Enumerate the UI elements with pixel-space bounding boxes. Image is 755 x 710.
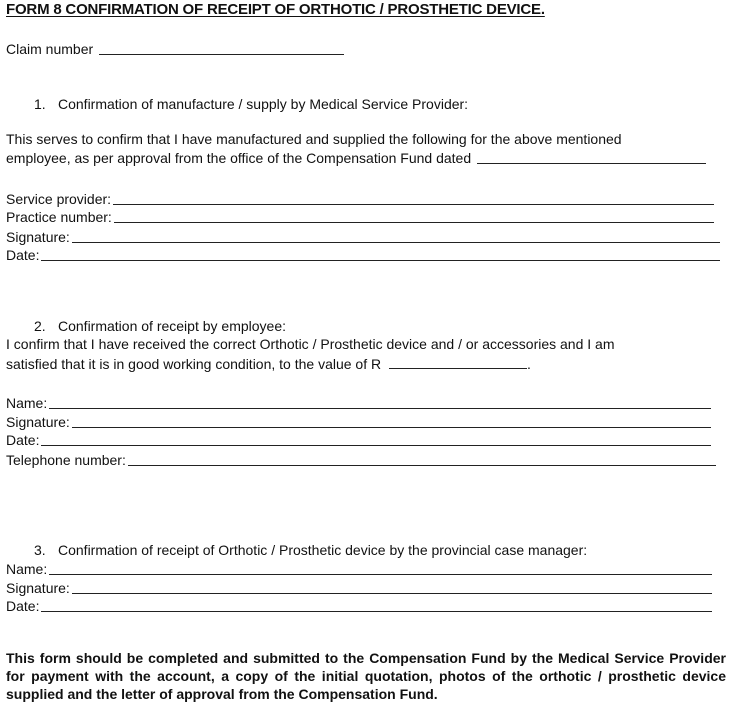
- section2-intro-line1: I confirm that I have received the correct Orthotic / Prosthetic device and / or accessories and I am: [6, 336, 615, 352]
- telephone-number-blank[interactable]: [128, 453, 716, 466]
- section1-signature-field[interactable]: [6, 229, 720, 245]
- practice-number-blank[interactable]: [114, 210, 714, 223]
- section1-date-blank[interactable]: [41, 248, 720, 261]
- employee-date-blank[interactable]: [41, 433, 711, 446]
- employee-date-label: Date:: [6, 432, 40, 448]
- service-provider-label: Service provider:: [6, 191, 112, 207]
- value-amount-blank[interactable]: [389, 356, 527, 369]
- employee-signature-label: Signature:: [6, 414, 70, 430]
- case-manager-name-label: Name:: [6, 561, 48, 577]
- section1-signature-blank[interactable]: [72, 230, 720, 243]
- employee-date-field[interactable]: [6, 432, 711, 448]
- case-manager-name-field[interactable]: [6, 561, 712, 577]
- claim-number-blank[interactable]: [99, 42, 344, 55]
- case-manager-signature-blank[interactable]: [72, 581, 712, 594]
- section2-intro-line2: [6, 356, 531, 372]
- claim-number-field[interactable]: [6, 41, 344, 57]
- section2-number: 2.: [34, 318, 46, 334]
- section1-date-label: Date:: [6, 247, 40, 263]
- section1-signature-label: Signature:: [6, 229, 70, 245]
- section1-date-field[interactable]: [6, 247, 720, 263]
- section1-intro-line2: employee, as per approval from the office of the Compensation Fund dated: [6, 150, 472, 166]
- employee-signature-blank[interactable]: [72, 415, 711, 428]
- service-provider-blank[interactable]: [113, 192, 714, 205]
- case-manager-signature-label: Signature:: [6, 580, 70, 596]
- section2-intro-end: .: [527, 356, 531, 372]
- section1-approval-date-field[interactable]: [6, 150, 706, 166]
- employee-name-blank[interactable]: [49, 396, 711, 409]
- practice-number-field[interactable]: [6, 209, 714, 225]
- case-manager-date-blank[interactable]: [41, 599, 712, 612]
- service-provider-field[interactable]: [6, 191, 714, 207]
- case-manager-date-label: Date:: [6, 598, 40, 614]
- form-title: FORM 8 CONFIRMATION OF RECEIPT OF ORTHOTIC / PROSTHETIC DEVICE.: [6, 1, 545, 18]
- section3-heading: [34, 542, 587, 558]
- claim-number-label: Claim number: [6, 41, 94, 57]
- submission-instructions: This form should be completed and submitted to the Compensation Fund by the Medical Service Provider for payment with the account, a copy of the initial quotation, photos of the orthotic / prosthetic device supplied and the letter of approval from the Compensation Fund.: [6, 650, 726, 702]
- approval-date-blank[interactable]: [477, 151, 706, 164]
- section3-heading-text: Confirmation of receipt of Orthotic / Prosthetic device by the provincial case manager:: [58, 542, 588, 558]
- section2-heading-text: Confirmation of receipt by employee:: [58, 318, 286, 334]
- case-manager-name-blank[interactable]: [49, 562, 712, 575]
- section3-number: 3.: [34, 542, 46, 558]
- telephone-number-field[interactable]: [6, 452, 716, 468]
- case-manager-signature-field[interactable]: [6, 580, 712, 596]
- section1-heading-text: Confirmation of manufacture / supply by Medical Service Provider:: [58, 96, 469, 112]
- section2-heading: [34, 318, 286, 334]
- case-manager-date-field[interactable]: [6, 598, 712, 614]
- section1-heading: [34, 96, 468, 112]
- employee-name-label: Name:: [6, 395, 48, 411]
- section2-intro-line2-text: satisfied that it is in good working condition, to the value of R: [6, 356, 382, 372]
- telephone-number-label: Telephone number:: [6, 452, 126, 468]
- section1-number: 1.: [34, 96, 46, 112]
- practice-number-label: Practice number:: [6, 209, 112, 225]
- employee-signature-field[interactable]: [6, 414, 711, 430]
- section1-intro-line1: This serves to confirm that I have manufactured and supplied the following for the above mentioned: [6, 131, 622, 147]
- employee-name-field[interactable]: [6, 395, 711, 411]
